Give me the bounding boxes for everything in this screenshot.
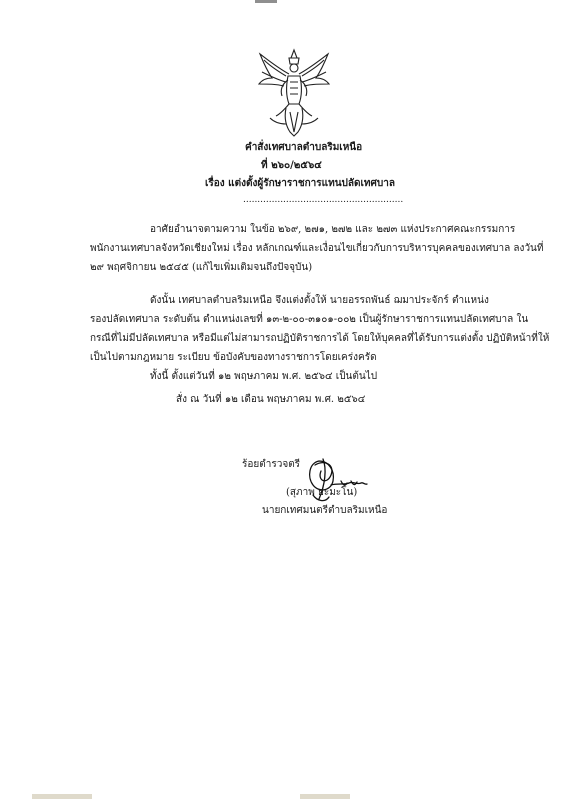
signer-rank: ร้อยตำรวจตรี	[242, 459, 301, 470]
scan-mark-bottom-right	[300, 794, 350, 799]
paragraph-1-line-1: อาศัยอำนาจตามความ ในข้อ ๒๖๙, ๒๗๑, ๒๗๒ และ ๒๗๓ แห่งประกาศคณะกรรมการ	[150, 224, 516, 235]
signer-name: (สุภาพ ยะมะโน)	[286, 487, 358, 498]
paragraph-1-line-2: พนักงานเทศบาลจังหวัดเชียงใหม่ เรื่อง หลักเกณฑ์และเงื่อนไขเกี่ยวกับการบริหารบุคคลของเทศบาล ลงวันที่	[90, 243, 544, 254]
ordered-date: สั่ง ณ วันที่ ๑๒ เดือน พฤษภาคม พ.ศ. ๒๕๖๔	[176, 394, 366, 405]
paragraph-2-line-3: กรณีที่ไม่มีปลัดเทศบาล หรือมีแต่ไม่สามารถปฏิบัติราชการได้ โดยให้บุคคลที่ได้รับการแต่งตั้ง ปฏิบัติหน้าที่ให้	[90, 333, 550, 344]
order-subject: เรื่อง แต่งตั้งผู้รักษาราชการแทนปลัดเทศบาล	[205, 178, 395, 189]
signer-position: นายกเทศมนตรีตำบลริมเหนือ	[262, 505, 388, 516]
effective-date: ทั้งนี้ ตั้งแต่วันที่ ๑๒ พฤษภาคม พ.ศ. ๒๕๖๔ เป็นต้นไป	[150, 371, 378, 382]
scan-mark-top	[255, 0, 277, 3]
order-title: คำสั่งเทศบาลตำบลริมเหนือ	[245, 142, 363, 153]
paragraph-2-line-1: ดังนั้น เทศบาลตำบลริมเหนือ จึงแต่งตั้งให้ นายอรรถพันธ์ ฌมาประจักร์ ตำแหน่ง	[150, 295, 489, 306]
paragraph-1-line-3: ๒๙ พฤศจิกายน ๒๕๔๕ (แก้ไขเพิ่มเติมจนถึงปัจจุบัน)	[90, 262, 313, 273]
scan-mark-bottom-left	[32, 794, 92, 799]
garuda-emblem-icon	[256, 48, 332, 138]
header-divider: ........................................................	[243, 195, 404, 205]
paragraph-2-line-4: เป็นไปตามกฎหมาย ระเบียบ ข้อบังคับของทางราชการโดยเคร่งครัด	[90, 352, 377, 363]
order-number: ที่ ๒๖๐/๒๕๖๔	[261, 160, 322, 171]
paragraph-2-line-2: รองปลัดเทศบาล ระดับต้น ตำแหน่งเลขที่ ๑๓-๒-๐๐-๓๑๐๑-๐๐๒ เป็นผู้รักษาราชการแทนปลัดเทศบาล ใน	[90, 314, 529, 325]
